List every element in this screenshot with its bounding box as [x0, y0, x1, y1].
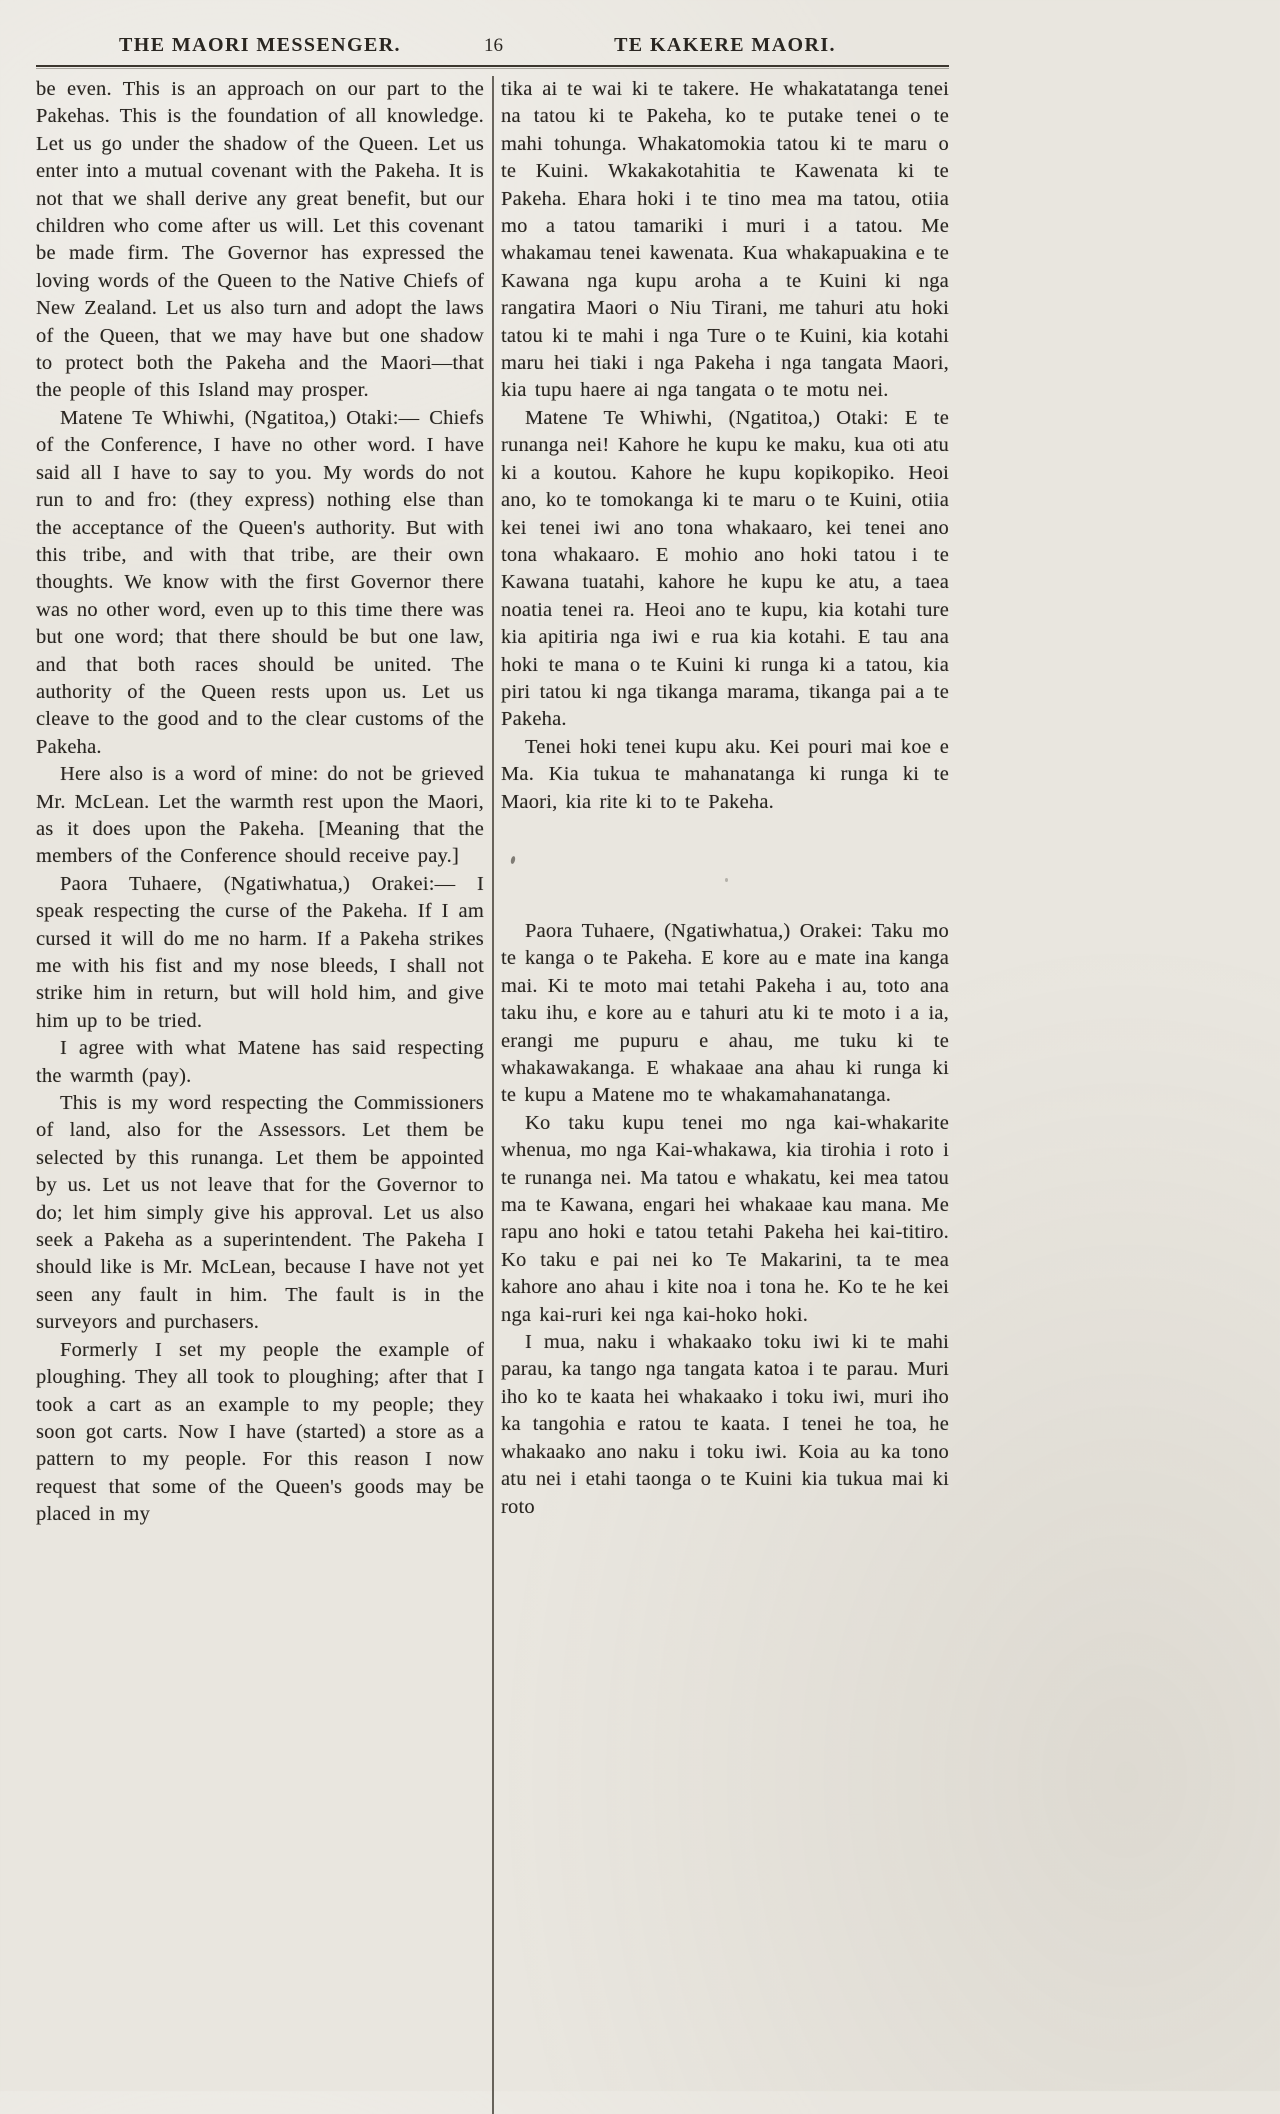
- paragraph-maori-matene-speech: Matene Te Whiwhi, (Ngatitoa,) Otaki: E te runanga nei! Kahore he kupu ke maku, kua oti atu ki a koutou. Kahore he kupu kopikopiko. Heoi ano, ko te tomokanga ki te maru o te Kuini, otiia kei tenei iwi ano tona whakaaro, kei tenei ano tona whakaaro. E mohio ano hoki tatou i te Kawana tuatahi, kahore he kupu ke atu, a taea noatia tenei ra. Heoi ano te kupu, kia kotahi ture kia apitiria nga iwi e rua kia kotahi. E tau ana hoki te mana o te Kuini ki runga ki a tatou, kia piri tatou ki nga tikanga marama, tikanga pai a te Pakeha.: [501, 406, 949, 731]
- paragraph-maori-warmth-note: Tenei hoki tenei kupu aku. Kei pouri mai koe e Ma. Kia tukua te mahanatanga ki runga ki te Maori, kia rite ki to te Pakeha.: [501, 735, 949, 813]
- publication-title-maori: TE KAKERE MAORI.: [614, 34, 836, 56]
- english-column: [36, 76, 484, 2114]
- paragraph-maori-paora-speech: Paora Tuhaere, (Ngatiwhatua,) Orakei: Taku mo te kanga o te Pakeha. E kore au e mate ina kanga mai. Ki te moto mai tetahi Pakeha i au, toto ana taku ihu, e kore au e tahuri atu ki te moto i a ia, erangi me pupuru e ahau, me tuku ki te whakawakanga. E whakaae ana ahau ki runga ki te kupu a Matene mo te whakamahanatanga.: [501, 919, 949, 1107]
- publication-title-english: THE MAORI MESSENGER.: [119, 34, 401, 56]
- column-gap: [501, 816, 949, 918]
- page-number: 16: [484, 35, 503, 56]
- paragraph-english-commissioners: This is my word respecting the Commissioners of land, also for the Assessors. Let them be selected by this runanga. Let them be appointed by us. Let us not leave that for the Governor to do; let him simply give his approval. Let us also seek a Pakeha as a superintendent. The Pakeha I should like is Mr. McLean, because I have not yet seen any fault in him. The fault is in the surveyors and purchasers.: [36, 1092, 484, 1334]
- paragraph-english-continuation: be even. This is an approach on our part to the Pakehas. This is the foundation of all knowledge. Let us go under the shadow of the Queen. Let us enter into a mutual covenant with the Pakeha. It is not that we shall derive any great benefit, but our children who come after us will. Let this covenant be made firm. The Governor has expressed the loving words of the Queen to the Native Chiefs of New Zealand. Let us also turn and adopt the laws of the Queen, that we may have but one shadow to protect both the Pakeha and the Maori—that the people of this Island may prosper.: [36, 78, 484, 402]
- paragraph-english-matene-speech: Matene Te Whiwhi, (Ngatitoa,) Otaki:— Chiefs of the Conference, I have no other word. I have said all I have to say to you. My words do not run to and fro: (they express) nothing else than the acceptance of the Queen's authority. But with this tribe, and with that tribe, are their own thoughts. We know with the first Governor there was no other word, even up to this time there was but one word; that there should be but one law, and that both races should be united. The authority of the Queen rests upon us. Let us cleave to the good and to the clear customs of the Pakeha.: [36, 406, 484, 758]
- paragraph-english-warmth-note: Here also is a word of mine: do not be grieved Mr. McLean. Let the warmth rest upon the Maori, as it does upon the Pakeha. [Meaning that the members of the Conference should receive pay.]: [36, 763, 484, 868]
- paragraph-maori-continuation: tika ai te wai ki te takere. He whakatatanga tenei na tatou ki te Pakeha, ko te putake tenei o te mahi tohunga. Whakatomokia tatou ki te maru o te Kuini. Wkakakotahitia te Kawenata ki te Pakeha. Ehara hoki i te tino mea ma tatou, otiia mo a tatou tamariki i muri i a tatou. Me whakamau tenei kawenata. Kua whakapuakina e te Kawana nga kupu aroha a te Kuini ki nga rangatira Maori o Niu Tirani, me tahuri atu hoki tatou ki te mahi i nga Ture o te Kuini, kia kotahi maru hei tiaki i nga Pakeha i nga tangata Maori, kia tupu haere ai nga tangata o te motu nei.: [501, 78, 949, 402]
- header-rule: [36, 65, 949, 70]
- two-column-body: [36, 76, 949, 2114]
- ink-speck: [510, 856, 516, 865]
- paragraph-english-paora-speech: Paora Tuhaere, (Ngatiwhatua,) Orakei:— I speak respecting the curse of the Pakeha. If I am cursed it will do me no harm. If a Pakeha strikes me with his fist and my nose bleeds, I shall not strike him in return, but will hold him, and give him up to be tried.: [36, 872, 484, 1032]
- paragraph-english-agreement: I agree with what Matene has said respecting the warmth (pay).: [36, 1037, 484, 1087]
- masthead: [36, 34, 949, 57]
- paragraph-english-ploughing: Formerly I set my people the example of ploughing. They all took to ploughing; after that I took a cart as an example to my people; they soon got carts. Now I have (started) a store as a pattern to my people. For this reason I now request that some of the Queen's goods may be placed in my: [36, 1338, 484, 1526]
- ink-speck: [725, 878, 728, 882]
- paragraph-maori-ploughing: I mua, naku i whakaako toku iwi ki te mahi parau, ka tango nga tangata katoa i te parau. Muri iho ko te kaata hei whakaako i toku iwi, muri iho ka tangohia e ratou te kaata. I tenei he toa, he whakaako ano naku i toku iwi. Koia au ka tono atu nei i etahi taonga o te Kuini kia tukua mai ki roto: [501, 1331, 949, 1518]
- column-divider-rule: [492, 76, 494, 2114]
- maori-column: [501, 76, 949, 2114]
- paragraph-maori-commissioners: Ko taku kupu tenei mo nga kai-whakarite whenua, mo nga Kai-whakawa, kia tirohia i roto i te runanga nei. Ma tatou e whakatu, kei mea tatou ma te Kawana, engari hei whakaae kau mana. Me rapu ano hoki e tatou tetahi Pakeha hei kai-titiro. Ko taku e pai nei ko Te Makarini, ta te mea kahore ano ahau i kite noa i tona he. Ko te he kei nga kai-ruri kei nga kai-hoko hoki.: [501, 1111, 949, 1326]
